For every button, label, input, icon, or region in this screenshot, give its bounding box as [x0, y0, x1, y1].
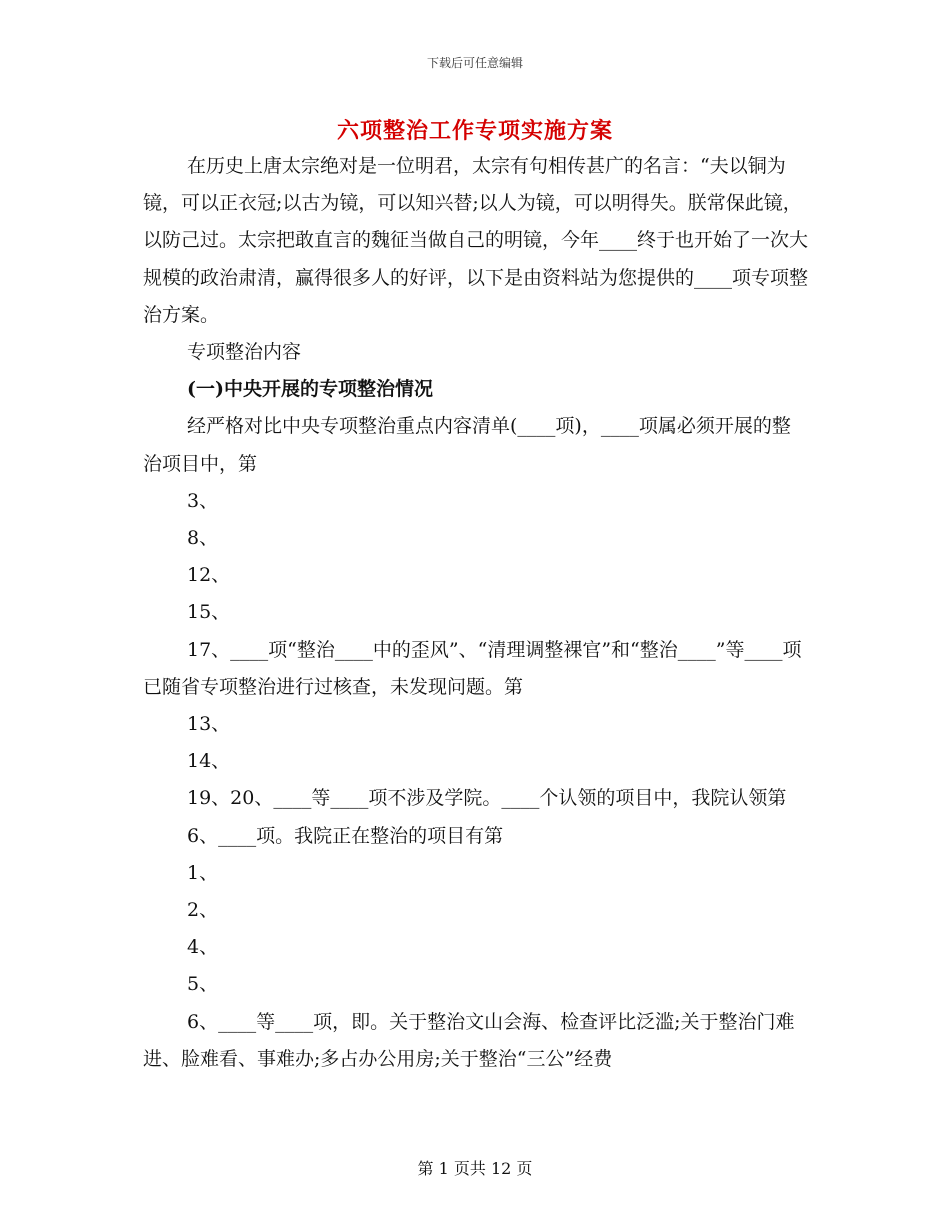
list-item: 4、 [187, 936, 219, 959]
list-item: 15、 [187, 601, 231, 624]
body-paragraph: 经严格对比中央专项整治重点内容清单(____项)，____项属必须开展的整治项目中，第 [143, 415, 791, 475]
page-footer: 第 1 页共 12 页 [417, 1159, 533, 1178]
document-body [143, 148, 808, 1078]
list-item: 13、 [187, 713, 231, 736]
page-header: 下载后可任意编辑 [426, 56, 523, 70]
subsection-heading: (一)中央开展的专项整治情况 [187, 378, 433, 401]
list-item: 12、 [187, 564, 231, 587]
list-item: 8、 [187, 527, 219, 550]
section-heading: 专项整治内容 [187, 341, 302, 364]
list-item: 2、 [187, 899, 219, 922]
list-item: 14、 [187, 750, 231, 773]
document-title: 六项整治工作专项实施方案 [336, 118, 613, 144]
body-paragraph: 6、____项。我院正在整治的项目有第 [187, 824, 504, 847]
list-item: 1、 [187, 861, 219, 884]
body-paragraph: 17、____项“整治____中的歪风”、“清理调整裸官”和“整治____”等____项已随省专项整治进行过核查，未发现问题。第 [143, 638, 802, 698]
intro-paragraph: 在历史上唐太宗绝对是一位明君，太宗有句相传甚广的名言：“夫以铜为镜，可以正衣冠;以古为镜，可以知兴替;以人为镜，可以明得失。朕常保此镜，以防己过。太宗把敢直言的魏征当做自己的明镜，今年____终于也开始了一次大规模的政治肃清，赢得很多人的好评，以下是由资料站为您提供的____项专项整治方案。 [143, 155, 809, 326]
body-paragraph: 6、____等____项，即。关于整治文山会海、检查评比泛滥;关于整治门难进、脸难看、事难办;多占办公用房;关于整治“三公”经费 [143, 1010, 795, 1070]
list-item: 3、 [187, 489, 219, 512]
list-item: 5、 [187, 973, 219, 996]
body-paragraph: 19、20、____等____项不涉及学院。____个认领的项目中，我院认领第 [187, 787, 787, 810]
